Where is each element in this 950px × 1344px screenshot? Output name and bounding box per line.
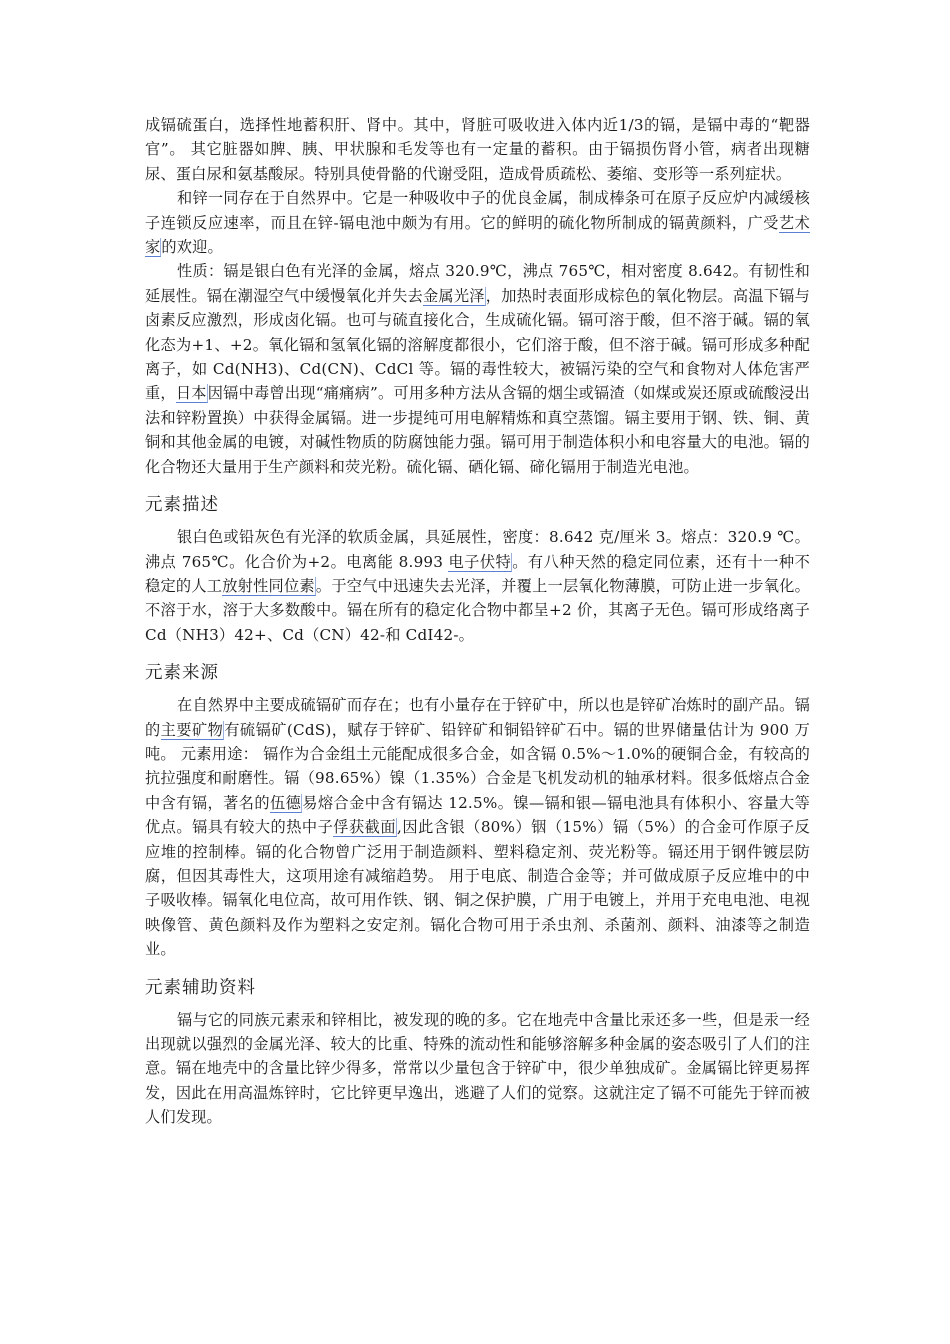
section-heading-description: 元素描述: [145, 495, 219, 516]
text-run: 和锌一同存在于自然界中。它是一种吸收中子的优良金属，制成棒条可在原子反应炉内减缓核子连锁反应速率，而且在锌-镉电池中颇为有用。它的鲜明的硫化物所制成的镉黄颜料，广受: [145, 189, 810, 232]
text-run: ，加热时表面形成棕色的氧化物层。高温下镉与卤素反应激烈，形成卤化镉。也可与硫直接化合，生成硫化镉。镉可溶于酸，但不溶于碱。镉的氧化态为+1、+2。氧化镉和氢氧化镉的溶解度都很小，它们溶于酸，但不溶于碱。镉可形成多种配离子，如 Cd(NH3)、Cd(CN)、CdCl 等。镉的毒性较大，被镉污染的空气和食物对人体危害严重，: [145, 286, 810, 403]
text-run: 在自然界中主要成硫镉矿而存在；也有小量存在于锌矿中，所以也是锌矿冶炼时的副产品。镉的: [145, 696, 810, 739]
link-metallic-luster[interactable]: 金属光泽: [422, 286, 485, 305]
link-main-minerals[interactable]: 主要矿物: [160, 720, 224, 739]
link-artist[interactable]: 艺术家: [145, 213, 810, 257]
section-heading-auxiliary: 元素辅助资料: [145, 977, 256, 998]
paragraph-cadmium-nature: [145, 186, 810, 259]
link-radioisotope[interactable]: 放射性同位素: [222, 576, 315, 595]
document-body: [145, 113, 810, 1130]
section-heading-source: 元素来源: [145, 663, 219, 684]
paragraph-description: [145, 525, 810, 647]
text-run: 性质：镉是银白色有光泽的金属，熔点 320.9℃，沸点 765℃，相对密度 8.642。有韧性和延展性。镉在潮湿空气中缓慢氧化并失去: [145, 262, 810, 305]
text-run: 因镉中毒曾出现“痛痛病”。可用多种方法从含镉的烟尘或镉渣（如煤或炭还原或硫酸浸出法和锌粉置换）中获得金属镉。进一步提纯可用电解精炼和真空蒸馏。镉主要用于钢、铁、铜、黄铜和其他金属的电镀，对碱性物质的防腐蚀能力强。镉可用于制造体积小和电容量大的电池。镉的化合物还大量用于生产颜料和荧光粉。硫化镉、硒化镉、碲化镉用于制造光电池。: [145, 384, 810, 476]
paragraph-source: [145, 693, 810, 961]
link-japan[interactable]: 日本: [175, 384, 207, 403]
link-electron-volt[interactable]: 电子伏特: [448, 552, 512, 571]
paragraph-auxiliary: 镉与它的同族元素汞和锌相比，被发现的晚的多。它在地壳中含量比汞还多一些，但是汞一经出现就以强烈的金属光泽、较大的比重、特殊的流动性和能够溶解多种金属的姿态吸引了人们的注意。镉在地壳中的含量比锌少得多，常常以少量包含于锌矿中，很少单独成矿。金属镉比锌更易挥发，因此在用高温炼锌时，它比锌更早逸出，逃避了人们的觉察。这就注定了镉不可能先于锌而被人们发现。: [145, 1010, 810, 1127]
text-run: 。于空气中迅速失去光泽，并覆上一层氧化物薄膜，可防止进一步氧化。不溶于水，溶于大多数酸中。镉在所有的稳定化合物中都呈+2 价，其离子无色。镉可形成络离子 Cd（NH3）42+、Cd（CN）42-和 CdI42-。: [145, 576, 811, 644]
text-run: 易熔合金中含有镉达 12.5%。镍—镉和银—镉电池具有体积小、容量大等优点。镉具有较大的热中子: [145, 793, 811, 837]
text-run: ,因此含银（80%）铟（15%）镉（5%）的合金可作原子反应堆的控制棒。镉的化合物曾广泛用于制造颜料、塑料稳定剂、荧光粉等。镉还用于钢件镀层防腐，但因其毒性大，这项用途有减缩趋势。 用于电底、制造合金等；并可做成原子反应堆中的中子吸收棒。镉氧化电位高，故可用作铁、钢、铜之保护膜，广用于电镀上，并用于充电电池、电视映像管、黄色颜料及作为塑料之安定剂。镉化合物可用于杀虫剂、杀菌剂、颜料、油漆等之制造业。: [145, 818, 810, 959]
link-wood[interactable]: 伍德: [270, 793, 302, 812]
text-run: 有硫镉矿(CdS)，赋存于锌矿、铅锌矿和铜铅锌矿石中。镉的世界储量估计为 900 万吨。 元素用途： 镉作为合金组土元能配成很多合金，如含镉 0.5%～1.0%的硬铜合金，有较高的抗拉强度和耐磨性。镉（98.65%）镍（1.35%）合金是飞机发动机的轴承材料。很多低熔点合金中含有镉，著名的: [145, 720, 810, 812]
paragraph-cadmium-toxicity: 成镉硫蛋白，选择性地蓄积肝、肾中。其中，肾脏可吸收进入体内近1/3的镉，是镉中毒的“靶器官”。 其它脏器如脾、胰、甲状腺和毛发等也有一定量的蓄积。由于镉损伤肾小管，病者出现糖尿、蛋白尿和氨基酸尿。特别具使骨骼的代谢受阻，造成骨质疏松、萎缩、变形等一系列症状。: [145, 116, 810, 183]
link-capture-cross-section[interactable]: 俘获截面: [333, 818, 397, 837]
paragraph-properties: [145, 259, 810, 479]
text-run: 。有八种天然的稳定同位素，还有十一种不稳定的人工: [145, 552, 810, 595]
text-run: 的欢迎。: [161, 238, 223, 257]
text-run: 银白色或铅灰色有光泽的软质金属，具延展性，密度：8.642 克/厘米 3。熔点：320.9 ℃。沸点 765℃。化合价为+2。电离能 8.993: [145, 528, 810, 571]
